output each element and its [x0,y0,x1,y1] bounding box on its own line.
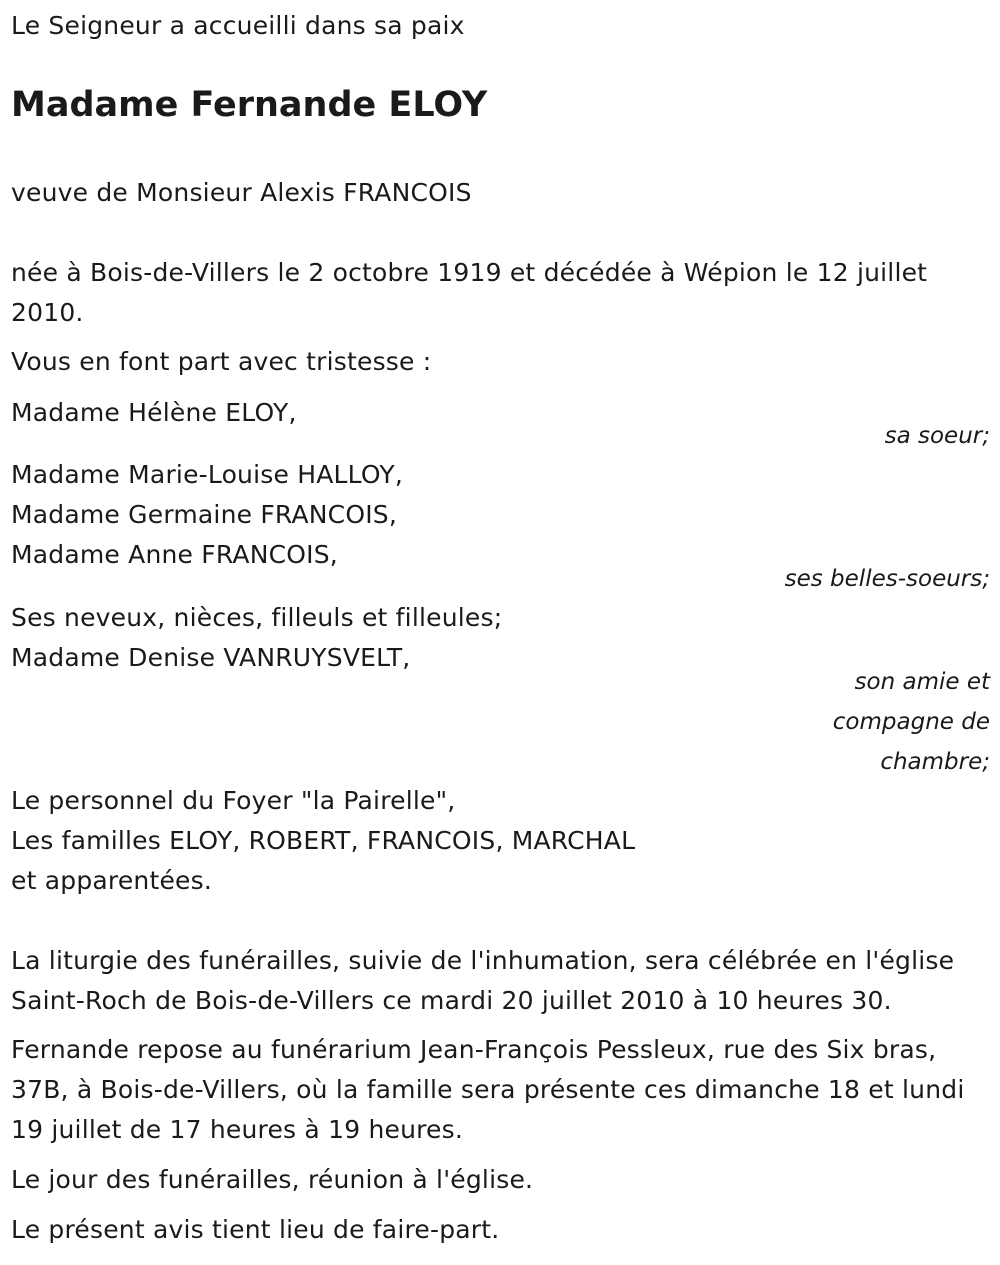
announce-text: Vous en font part avec tristesse : [11,347,432,376]
friend-role-line-2: compagne de [832,709,990,735]
birth-death-line-1: née à Bois-de-Villers le 2 octobre 1919 et décédée à Wépion le 12 juillet [11,258,928,287]
friend-role-line-1: son amie et [854,669,990,695]
deceased-name: Madame Fernande ELOY [11,85,488,125]
notice-text: Le présent avis tient lieu de faire-part. [11,1215,500,1244]
sisters-in-law-role: ses belles-soeurs; [784,566,990,592]
spouse-text: veuve de Monsieur Alexis FRANCOIS [11,178,472,207]
liturgy-line-1: La liturgie des funérailles, suivie de l'inhumation, sera célébrée en l'église [11,946,955,975]
rest-line-1: Fernande repose au funérarium Jean-François Pessleux, rue des Six bras, [11,1035,937,1064]
rest-line-3: 19 juillet de 17 heures à 19 heures. [11,1115,463,1144]
sister-in-law-1: Madame Marie-Louise HALLOY, [11,460,403,489]
friend-name: Madame Denise VANRUYSVELT, [11,643,411,672]
sister-in-law-2: Madame Germaine FRANCOIS, [11,500,398,529]
families-text: Les familles ELOY, ROBERT, FRANCOIS, MARCHAL [11,826,636,855]
rest-line-2: 37B, à Bois-de-Villers, où la famille sera présente ces dimanche 18 et lundi [11,1075,965,1104]
related-text: et apparentées. [11,866,212,895]
meeting-text: Le jour des funérailles, réunion à l'église. [11,1165,534,1194]
intro-text: Le Seigneur a accueilli dans sa paix [11,11,465,40]
staff-text: Le personnel du Foyer "la Pairelle", [11,786,456,815]
birth-death-line-2: 2010. [11,298,84,327]
sister-role: sa soeur; [884,423,990,449]
friend-role-line-3: chambre; [880,749,990,775]
sister-in-law-3: Madame Anne FRANCOIS, [11,540,338,569]
sister-name: Madame Hélène ELOY, [11,398,297,427]
liturgy-line-2: Saint-Roch de Bois-de-Villers ce mardi 20 juillet 2010 à 10 heures 30. [11,986,892,1015]
nephews-text: Ses neveux, nièces, filleuls et filleules; [11,603,503,632]
